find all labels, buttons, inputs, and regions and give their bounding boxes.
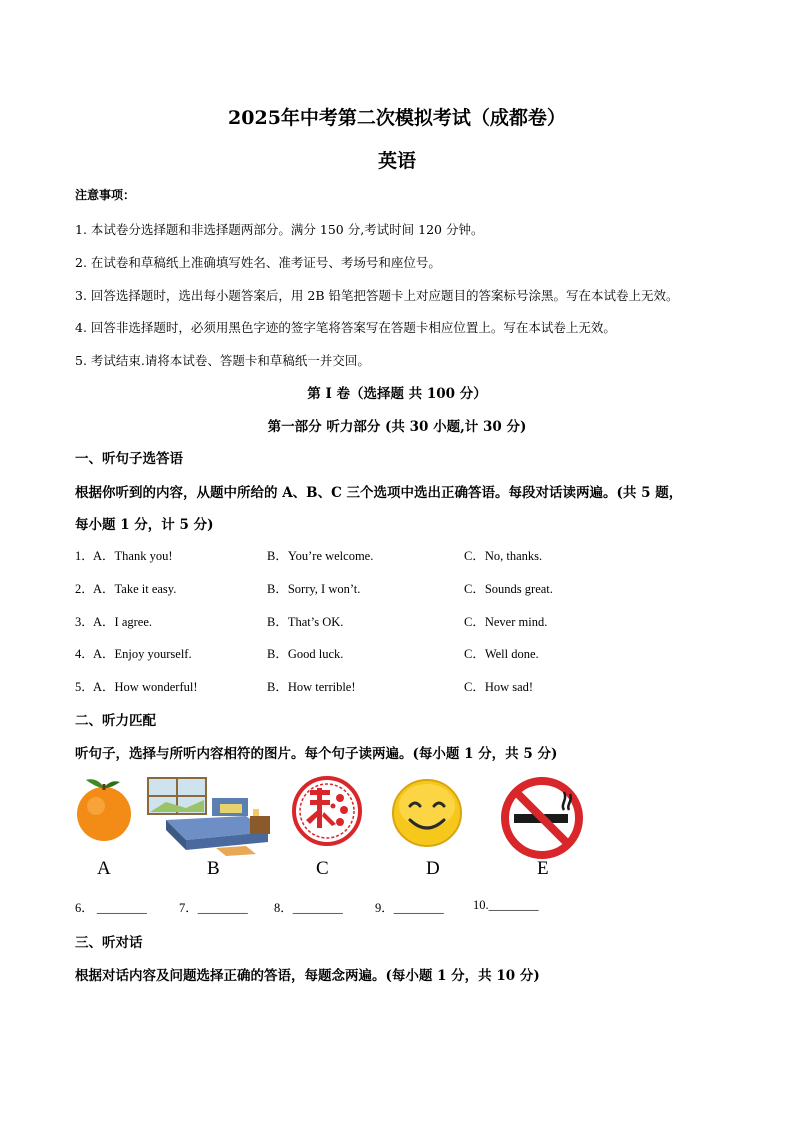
section-heading: 三、听对话 (75, 935, 143, 951)
notice-item: 5. 考试结束.请将本试卷、答题卡和草稿纸一并交回。 (75, 353, 370, 368)
bedroom-icon (146, 776, 276, 856)
notice-item: 4. 回答非选择题时，必须用黑色字迹的签字笔将答案写在答题卡相应位置上。写在本试卷上无效。 (75, 320, 616, 335)
section-instruction: 听句子，选择与所听内容相符的图片。每个句子读两遍。(每小题 1 分，共 5 分) (75, 746, 558, 762)
option-a: A．Thank you! (93, 549, 173, 563)
picture-label: D (426, 858, 440, 879)
section-instruction: 根据你听到的内容，从题中所给的 A、B、C 三个选项中选出正确答语。每段对话读两遍。(共 5 题， (75, 485, 683, 501)
option-c: C．No, thanks. (464, 549, 543, 563)
smiley-face-icon (390, 776, 464, 848)
answer-blank[interactable]: 9．________ (375, 901, 444, 915)
option-b: B．You’re welcome. (267, 549, 374, 563)
option-a: A．How wonderful! (93, 680, 198, 694)
answer-blank[interactable]: 6． ________ (75, 901, 147, 915)
option-a: A．Enjoy yourself. (93, 647, 192, 661)
exam-title: 2025年中考第二次模拟考试（成都卷） (228, 107, 566, 129)
option-b: B．How terrible! (267, 680, 356, 694)
notice-item: 1. 本试卷分选择题和非选择题两部分。满分 150 分,考试时间 120 分钟。 (75, 222, 484, 237)
answer-blank[interactable]: 10.________ (473, 898, 539, 912)
option-b: B．Good luck. (267, 647, 344, 661)
question-number: 4． (75, 647, 94, 661)
option-c: C．Never mind. (464, 615, 548, 629)
question-number: 3． (75, 615, 94, 629)
option-a: A．Take it easy. (93, 582, 177, 596)
answer-blank[interactable]: 8．________ (274, 901, 343, 915)
notice-item: 3. 回答选择题时，选出每小题答案后，用 2B 铅笔把答题卡上对应题目的答案标号涂黑。写在本试卷上无效。 (75, 288, 679, 303)
section-instruction: 根据对话内容及问题选择正确的答语，每题念两遍。(每小题 1 分，共 10 分) (75, 968, 540, 984)
option-c: C．Well done. (464, 647, 539, 661)
section-instruction: 每小题 1 分，计 5 分) (75, 517, 214, 533)
part-title: 第一部分 听力部分 (共 30 小题,计 30 分) (267, 419, 527, 435)
question-number: 5． (75, 680, 94, 694)
no-smoking-icon (500, 776, 584, 860)
answer-blank[interactable]: 7．________ (179, 901, 248, 915)
paper-cut-icon (292, 776, 362, 846)
option-a: A．I agree. (93, 615, 152, 629)
picture-label: A (97, 858, 111, 879)
notice-heading: 注意事项： (75, 188, 136, 202)
picture-label: B (207, 858, 220, 879)
question-number: 1． (75, 549, 94, 563)
notice-item: 2. 在试卷和草稿纸上准确填写姓名、准考证号、考场号和座位号。 (75, 255, 441, 270)
option-b: B．That’s OK. (267, 615, 344, 629)
question-number: 2． (75, 582, 94, 596)
section-heading: 一、听句子选答语 (75, 451, 183, 467)
picture-label: E (537, 858, 549, 879)
option-c: C．How sad! (464, 680, 534, 694)
picture-label: C (316, 858, 329, 879)
section-heading: 二、听力匹配 (75, 713, 156, 729)
exam-subject: 英语 (377, 150, 416, 172)
volume-title: 第 I 卷（选择题 共 100 分） (307, 386, 487, 402)
option-b: B．Sorry, I won’t. (267, 582, 361, 596)
orange-icon (74, 776, 134, 842)
option-c: C．Sounds great. (464, 582, 553, 596)
